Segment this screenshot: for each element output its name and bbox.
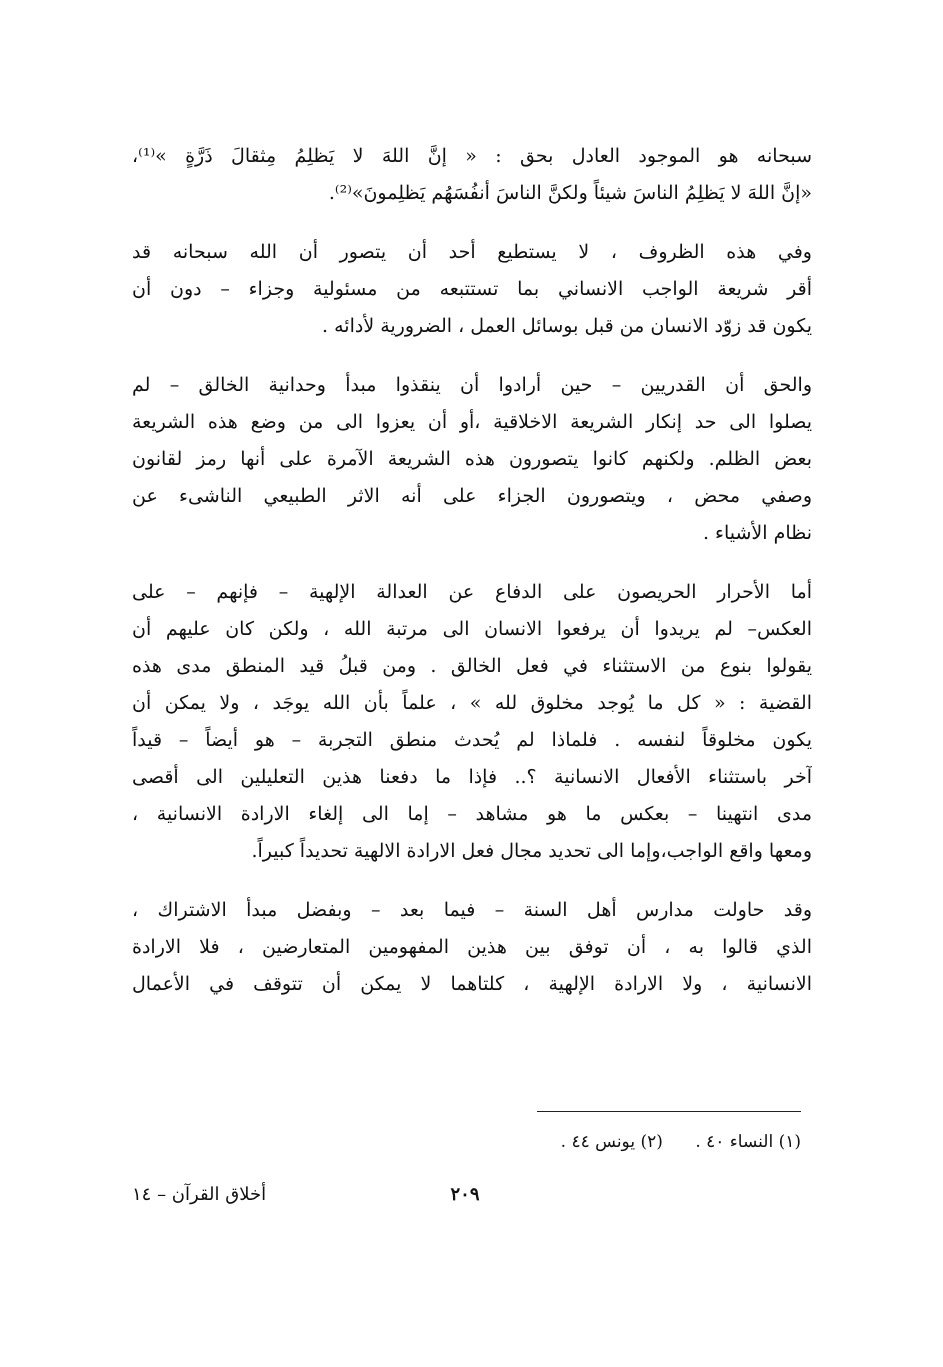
paragraph-1 <box>132 138 812 212</box>
text-line: العكس– لم يريدوا أن يرفعوا الانسان الى مرتبة الله ، ولكن كان عليهم أن <box>132 618 812 640</box>
page-footer <box>0 1180 943 1210</box>
text-line: يكون مخلوقاً لنفسه . فلماذا لم يُحدث منطق التجربة – هو أيضاً – قيداً <box>132 729 812 751</box>
text-line: القضية : « كل ما يُوجد مخلوق لله » ، علماً بأن الله يوجَد ، ولا يمكن أن <box>132 692 812 714</box>
text-line: يقولوا بنوع من الاستثناء في فعل الخالق . ومن قبلُ قيد المنطق مدى هذه <box>132 655 812 677</box>
footnotes <box>561 1128 801 1156</box>
text-line: يصلوا الى حد إنكار الشريعة الاخلاقية ،أو أن يعزوا الى من وضع هذه الشريعة <box>132 411 812 433</box>
text-line: بعض الظلم. ولكنهم كانوا يتصورون هذه الشريعة الآمرة على أنها رمز لقانون <box>132 448 812 470</box>
text-line: وفي هذه الظروف ، لا يستطيع أحد أن يتصور أن الله سبحانه قد <box>132 241 812 263</box>
paragraph-5 <box>132 892 812 1003</box>
running-title: أخلاق القرآن – ١٤ <box>132 1184 267 1205</box>
text-line: وقد حاولت مدارس أهل السنة – فيما بعد – وبفضل مبدأ الاشتراك ، <box>132 899 812 921</box>
text-line: أقر شريعة الواجب الانساني بما تستتبعه من مسئولية وجزاء – دون أن <box>132 278 812 300</box>
text-line: آخر باستثناء الأفعال الانسانية ؟.. فإذا ما دفعنا هذين التعليلين الى أقصى <box>132 766 812 788</box>
page-number: ٢٠٩ <box>450 1184 480 1205</box>
text-line: ومعها واقع الواجب،وإما الى تحديد مجال فعل الارادة الالهية تحديداً كبيراً. <box>251 840 812 862</box>
text-line: الذي قالوا به ، أن توفق بين هذين المفهومين المتعارضين ، فلا الارادة <box>132 936 812 958</box>
text-line: أما الأحرار الحريصون على الدفاع عن العدالة الإلهية – فإنهم – على <box>132 581 812 603</box>
text-line: نظام الأشياء . <box>702 522 812 544</box>
text-line: الانسانية ، ولا الارادة الإلهية ، كلتاهما لا يمكن أن تتوقف في الأعمال <box>132 973 812 995</box>
paragraph-4 <box>132 574 812 870</box>
footnote-1: (١) النساء ٤٠ . <box>695 1132 801 1152</box>
footnote-divider <box>537 1111 801 1112</box>
paragraph-3 <box>132 367 812 552</box>
text-line: والحق أن القدريين – حين أرادوا أن ينقذوا مبدأ وحدانية الخالق – لم <box>132 374 812 396</box>
text-line: سبحانه هو الموجود العادل بحق : « إنَّ اللهَ لا يَظلِمُ مِثقالَ ذَرَّةٍ »⁽¹⁾، <box>132 145 812 167</box>
text-line: مدى انتهينا – بعكس ما هو مشاهد – إما الى إلغاء الارادة الانسانية ، <box>132 803 812 825</box>
footnote-2: (٢) يونس ٤٤ . <box>560 1132 663 1152</box>
text-line: يكون قد زوّد الانسان من قبل بوسائل العمل ، الضرورية لأدائه . <box>322 315 812 337</box>
text-line: «إنَّ اللهَ لا يَظلِمُ الناسَ شيئاً ولكنَّ الناسَ أنفُسَهُم يَظلِمونَ»⁽²⁾. <box>328 182 812 204</box>
paragraph-2 <box>132 234 812 345</box>
text-line: وصفي محض ، ويتصورون الجزاء على أنه الاثر الطبيعي الناشىء عن <box>132 485 812 507</box>
main-text <box>132 138 812 1025</box>
